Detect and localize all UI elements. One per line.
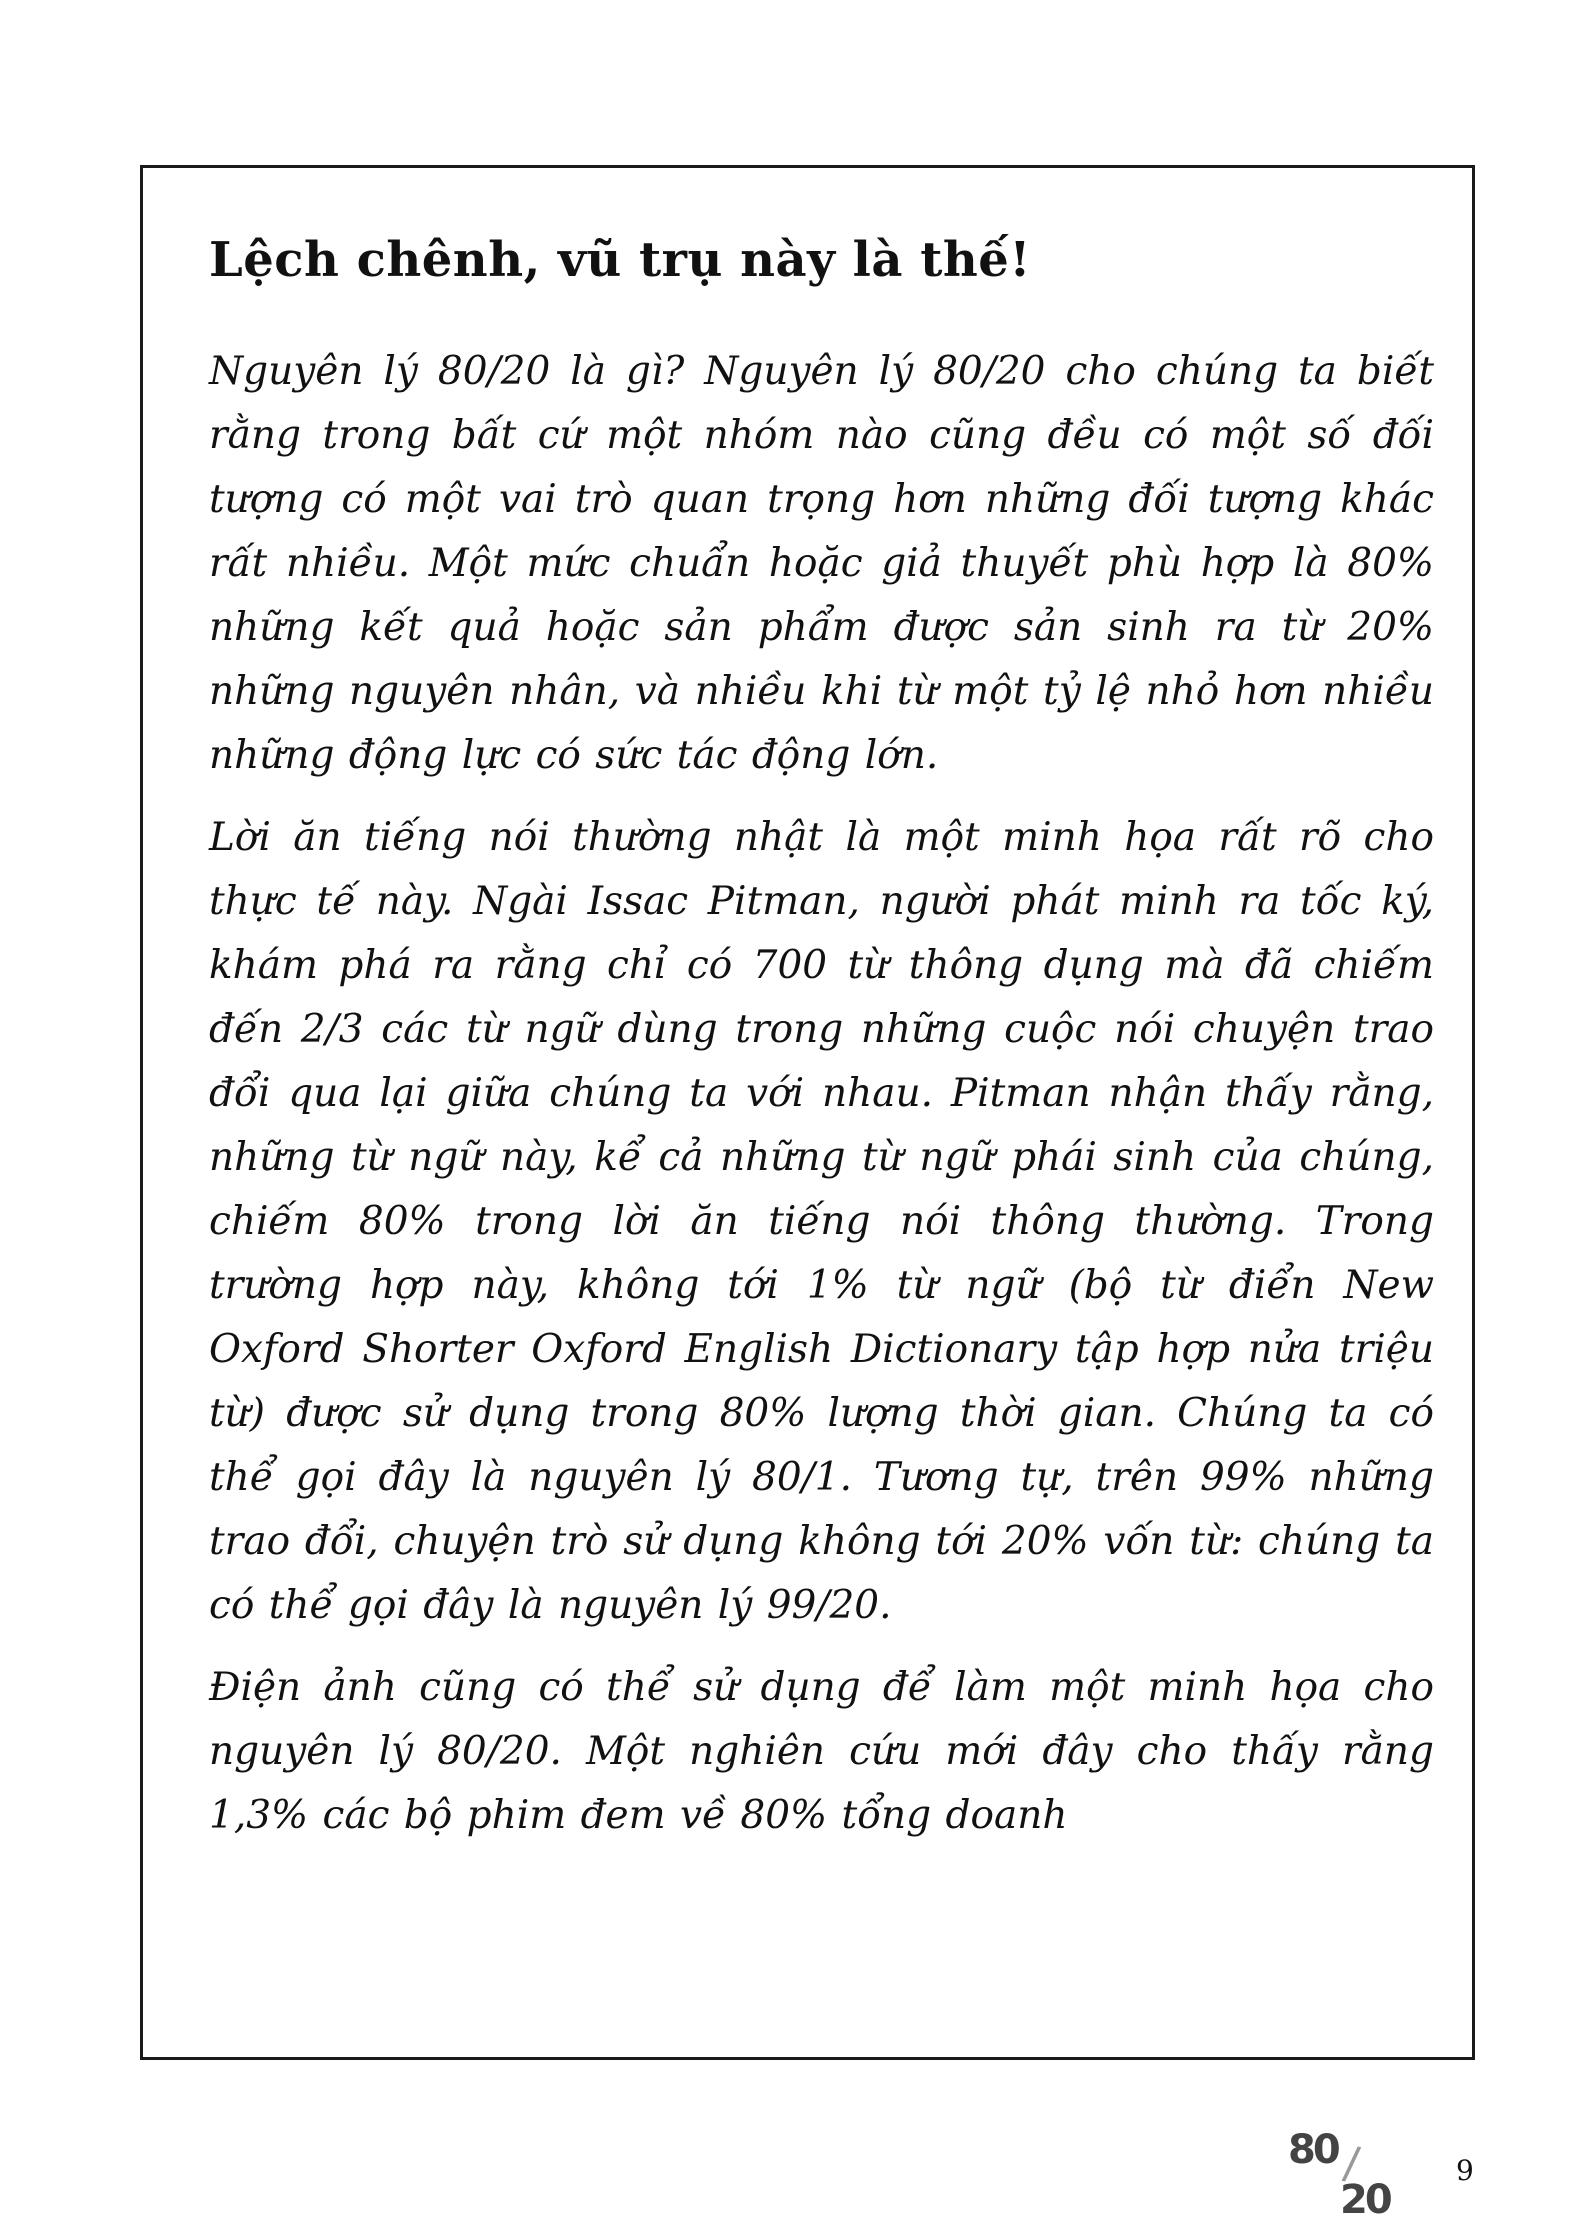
book-logo <box>1288 2127 1418 2225</box>
content-box <box>140 165 1475 2060</box>
page-number: 9 <box>1456 2154 1474 2187</box>
section-title: Lệch chênh, vũ trụ này là thế! <box>209 232 1031 288</box>
paragraph-film: Điện ảnh cũng có thể sử dụng để làm một minh họa cho nguyên lý 80/20. Một nghiên cứu mới đây cho thấy rằng 1,3% các bộ phim đem về 80% tổng doanh <box>209 1665 1434 1838</box>
logo-bottom-number: 20 <box>1340 2177 1390 2223</box>
paragraph-speech: Lời ăn tiếng nói thường nhật là một minh họa rất rõ cho thực tế này. Ngài Issac Pitman, người phát minh ra tốc ký, khám phá ra rằng chỉ có 700 từ thông dụng mà đã chiếm đến 2/3 các từ ngữ dùng trong những cuộc nói chuyện trao đổi qua lại giữa chúng ta với nhau. Pitman nhận thấy rằng, những từ ngữ này, kể cả những từ ngữ phái sinh của chúng, chiếm 80% trong lời ăn tiếng nói thông thường. Trong trường hợp này, không tới 1% từ ngữ (bộ từ điển New Oxford Shorter Oxford English Dictionary tập hợp nửa triệu từ) được sử dụng trong 80% lượng thời gian. Chúng ta có thể gọi đây là nguyên lý 80/1. Tương tự, trên 99% những trao đổi, chuyện trò sử dụng không tới 20% vốn từ: chúng ta có thể gọi đây là nguyên lý 99/20. <box>209 815 1434 1628</box>
logo-slash: / <box>1340 2137 1363 2190</box>
logo-top-number: 80 <box>1288 2127 1338 2173</box>
paragraph-intro: Nguyên lý 80/20 là gì? Nguyên lý 80/20 cho chúng ta biết rằng trong bất cứ một nhóm nào cũng đều có một số đối tượng có một vai trò quan trọng hơn những đối tượng khác rất nhiều. Một mức chuẩn hoặc giả thuyết phù hợp là 80% những kết quả hoặc sản phẩm được sản sinh ra từ 20% những nguyên nhân, và nhiều khi từ một tỷ lệ nhỏ hơn nhiều những động lực có sức tác động lớn. <box>209 349 1434 778</box>
